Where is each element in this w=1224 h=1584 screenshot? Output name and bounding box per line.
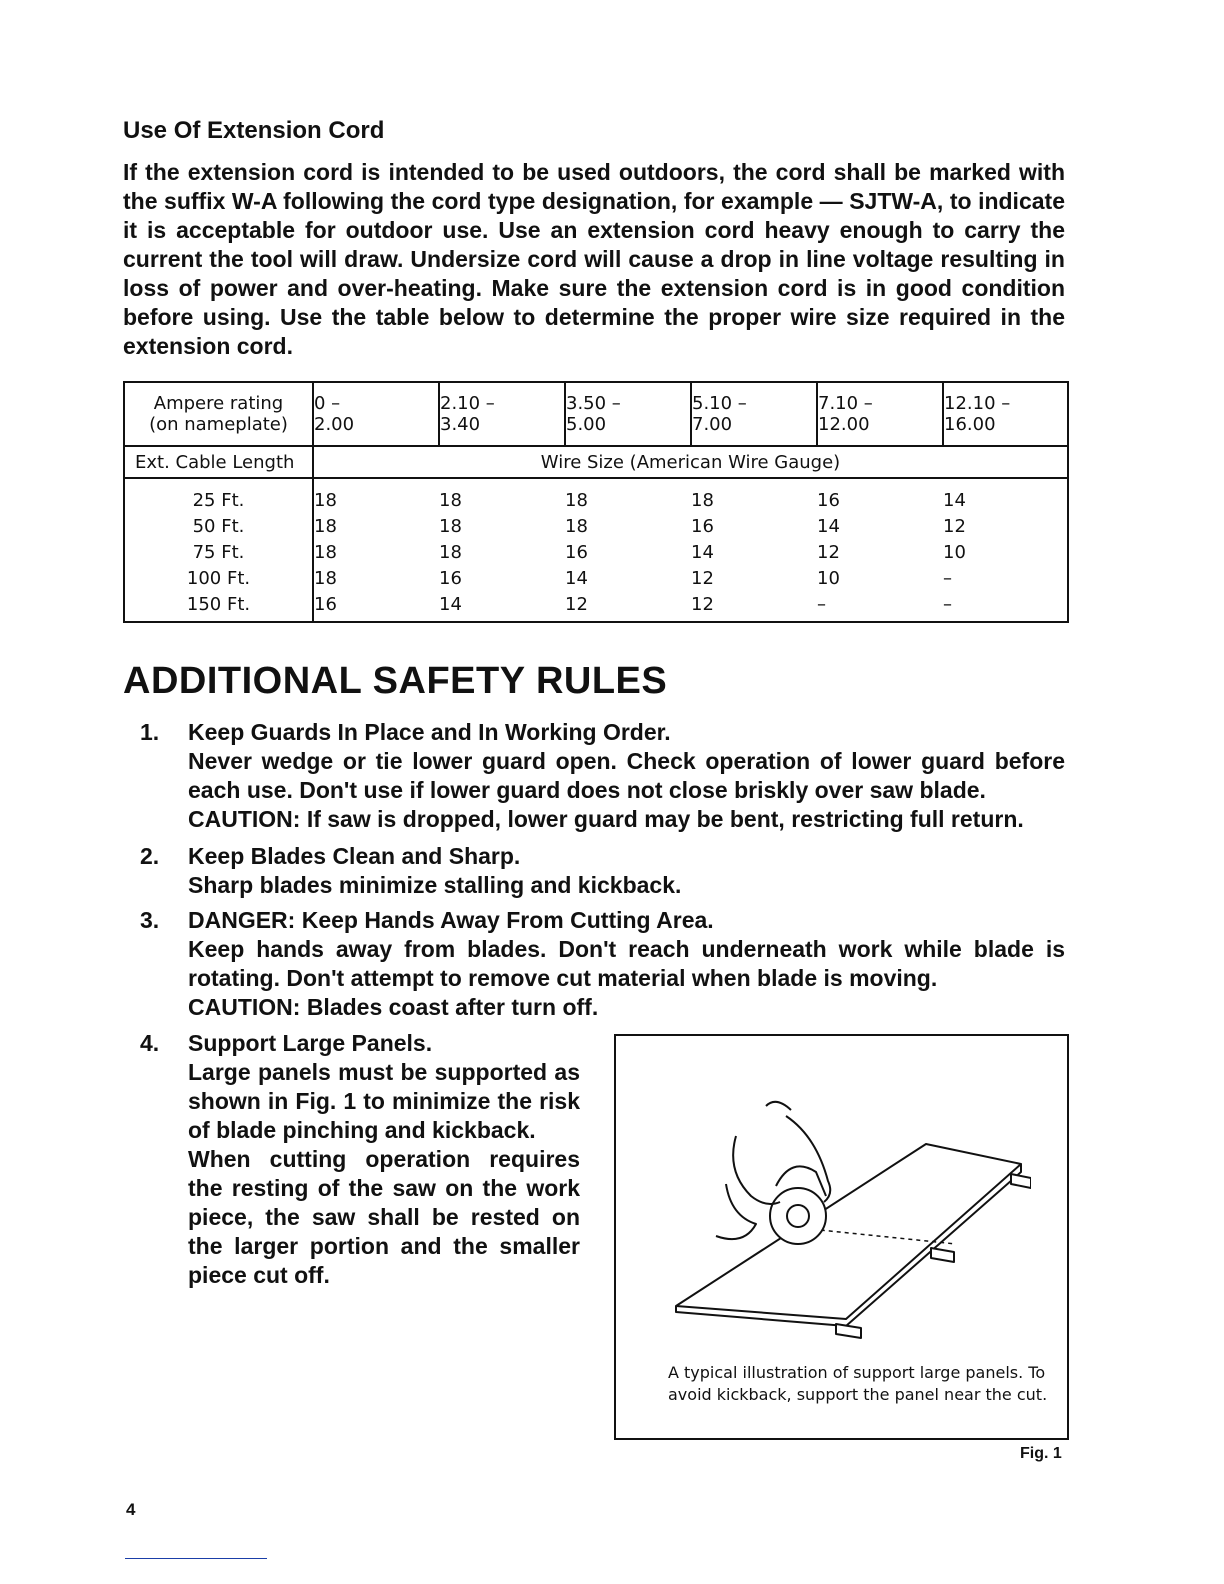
gauge-cell: 18 bbox=[314, 567, 337, 589]
ampere-range-2 bbox=[439, 382, 565, 446]
rule-body bbox=[188, 906, 1065, 1022]
table-row bbox=[124, 478, 1068, 513]
wire-size-label: Wire Size (American Wire Gauge) bbox=[313, 446, 1068, 478]
figure-caption: A typical illustration of support large panels. To avoid kickback, support the panel near the cut. bbox=[668, 1363, 1048, 1404]
range-from: 3.50 – bbox=[566, 393, 621, 414]
range-to: 12.00 bbox=[818, 414, 870, 435]
gauge-cell: – bbox=[943, 591, 1068, 622]
rule-number: 2. bbox=[140, 843, 160, 869]
gauge-cell: 18 bbox=[691, 489, 714, 511]
gauge-cell: 10 bbox=[817, 567, 840, 589]
operator-hand bbox=[766, 1102, 791, 1110]
gauge-cell: 14 bbox=[943, 478, 1068, 513]
label-row bbox=[124, 446, 1068, 478]
range-from: 5.10 – bbox=[692, 393, 747, 414]
gauge-cell: 18 bbox=[439, 541, 462, 563]
gauge-cell: 18 bbox=[314, 541, 337, 563]
operator-arm-left bbox=[733, 1136, 780, 1204]
ampere-range-4 bbox=[691, 382, 817, 446]
gauge-cell: 12 bbox=[691, 591, 817, 622]
page-number: 4 bbox=[126, 1500, 136, 1519]
gauge-cell: – bbox=[817, 591, 943, 622]
table-row bbox=[124, 565, 1068, 591]
rule-heading: Support Large Panels. bbox=[188, 1030, 433, 1056]
extension-cord-paragraph: If the extension cord is intended to be used outdoors, the cord shall be marked with the suffix W-A following the cord type designation, for example — SJTW-A, to indicate it is acceptable for outdoor use. Use an extension cord heavy enough to carry the current the tool will draw. Undersize cord will cause a drop in line voltage resulting in loss of power and over-heating. Make sure the extension cord is in good condition before using. Use the table below to determine the proper wire size required in the extension cord. bbox=[123, 159, 1065, 359]
gauge-cell: 16 bbox=[313, 591, 439, 622]
rule-text: Sharp blades minimize stalling and kickback. bbox=[188, 872, 682, 898]
gauge-cell: 12 bbox=[943, 513, 1068, 539]
rule-heading: Keep Guards In Place and In Working Order. bbox=[188, 719, 671, 745]
ampere-range-3 bbox=[565, 382, 691, 446]
range-to: 5.00 bbox=[566, 414, 607, 435]
rule-body bbox=[188, 718, 1065, 834]
range-to: 3.40 bbox=[440, 414, 481, 435]
rule-caution: CAUTION: If saw is dropped, lower guard may be bent, restricting full return. bbox=[188, 806, 1024, 832]
saw-blade-guard bbox=[770, 1188, 826, 1244]
extension-cord-heading: Use Of Extension Cord bbox=[123, 117, 385, 144]
ampere-header-row bbox=[124, 382, 1068, 446]
figure-box bbox=[614, 1034, 1069, 1440]
rule-text: When cutting operation requires the resting of the saw on the work piece, the saw shall be rested on the larger portion and the smaller piece cut off. bbox=[188, 1146, 580, 1288]
wire-size-table bbox=[123, 381, 1069, 623]
gauge-cell: 18 bbox=[565, 515, 588, 537]
rule-body bbox=[188, 1029, 580, 1290]
gauge-cell: 12 bbox=[691, 567, 714, 589]
figure-label: Fig. 1 bbox=[1020, 1445, 1062, 1462]
ampere-range-5 bbox=[817, 382, 943, 446]
rule-caution: CAUTION: Blades coast after turn off. bbox=[188, 994, 599, 1020]
gauge-cell: 14 bbox=[817, 515, 840, 537]
footer-rule bbox=[125, 1558, 267, 1559]
range-to: 2.00 bbox=[314, 414, 355, 435]
rule-number: 3. bbox=[140, 907, 160, 933]
cable-length-label: Ext. Cable Length bbox=[124, 446, 313, 478]
gauge-cell: 18 bbox=[314, 489, 337, 511]
range-from: 2.10 – bbox=[440, 393, 495, 414]
gauge-cell: 12 bbox=[565, 591, 691, 622]
gauge-cell: 16 bbox=[691, 515, 714, 537]
gauge-cell: 14 bbox=[691, 541, 714, 563]
support-block-front bbox=[836, 1324, 861, 1338]
range-from: 7.10 – bbox=[818, 393, 873, 414]
range-from: 12.10 – bbox=[944, 393, 1011, 414]
gauge-cell: 12 bbox=[817, 541, 840, 563]
safety-rules-title: ADDITIONAL SAFETY RULES bbox=[123, 660, 668, 702]
ampere-rating-label bbox=[124, 382, 313, 446]
range-from: 0 – bbox=[314, 393, 341, 414]
cable-length: 75 Ft. bbox=[124, 539, 313, 565]
rule-number: 1. bbox=[140, 719, 160, 745]
operator-leg bbox=[716, 1184, 756, 1239]
rule-body bbox=[188, 842, 1065, 900]
panel-cutting-illustration bbox=[656, 1076, 1031, 1366]
gauge-cell: 18 bbox=[314, 515, 337, 537]
ampere-range-6 bbox=[943, 382, 1068, 446]
rule-heading: Keep Blades Clean and Sharp. bbox=[188, 843, 521, 869]
cable-length: 50 Ft. bbox=[124, 513, 313, 539]
gauge-cell: 14 bbox=[439, 591, 565, 622]
rule-text: Large panels must be supported as shown in Fig. 1 to minimize the risk of blade pinching and kickback. bbox=[188, 1059, 580, 1143]
support-block-mid bbox=[931, 1248, 954, 1262]
cable-length: 100 Ft. bbox=[124, 565, 313, 591]
cable-length: 150 Ft. bbox=[124, 591, 313, 622]
rule-number: 4. bbox=[140, 1030, 160, 1056]
rule-text: Never wedge or tie lower guard open. Check operation of lower guard before each use. Don't use if lower guard does not close briskly over saw blade. bbox=[188, 748, 1065, 803]
rule-heading: DANGER: Keep Hands Away From Cutting Area. bbox=[188, 907, 714, 933]
gauge-cell: 10 bbox=[943, 539, 1068, 565]
gauge-cell: – bbox=[943, 565, 1068, 591]
ampere-rating-text: Ampere rating bbox=[153, 393, 284, 414]
support-block-back bbox=[1011, 1174, 1031, 1188]
gauge-cell: 14 bbox=[565, 567, 588, 589]
nameplate-text: (on nameplate) bbox=[149, 414, 288, 435]
panel-board bbox=[676, 1144, 1021, 1319]
cable-length: 25 Ft. bbox=[124, 478, 313, 513]
gauge-cell: 18 bbox=[439, 489, 462, 511]
gauge-cell: 16 bbox=[565, 541, 588, 563]
ampere-range-1 bbox=[313, 382, 439, 446]
gauge-cell: 16 bbox=[439, 567, 462, 589]
range-to: 16.00 bbox=[944, 414, 996, 435]
table-row bbox=[124, 539, 1068, 565]
table-row bbox=[124, 591, 1068, 622]
table-row bbox=[124, 513, 1068, 539]
gauge-cell: 18 bbox=[565, 489, 588, 511]
rule-text: Keep hands away from blades. Don't reach underneath work while blade is rotating. Don't attempt to remove cut material when blade is moving. bbox=[188, 936, 1065, 991]
range-to: 7.00 bbox=[692, 414, 733, 435]
gauge-cell: 16 bbox=[817, 489, 840, 511]
gauge-cell: 18 bbox=[439, 515, 462, 537]
